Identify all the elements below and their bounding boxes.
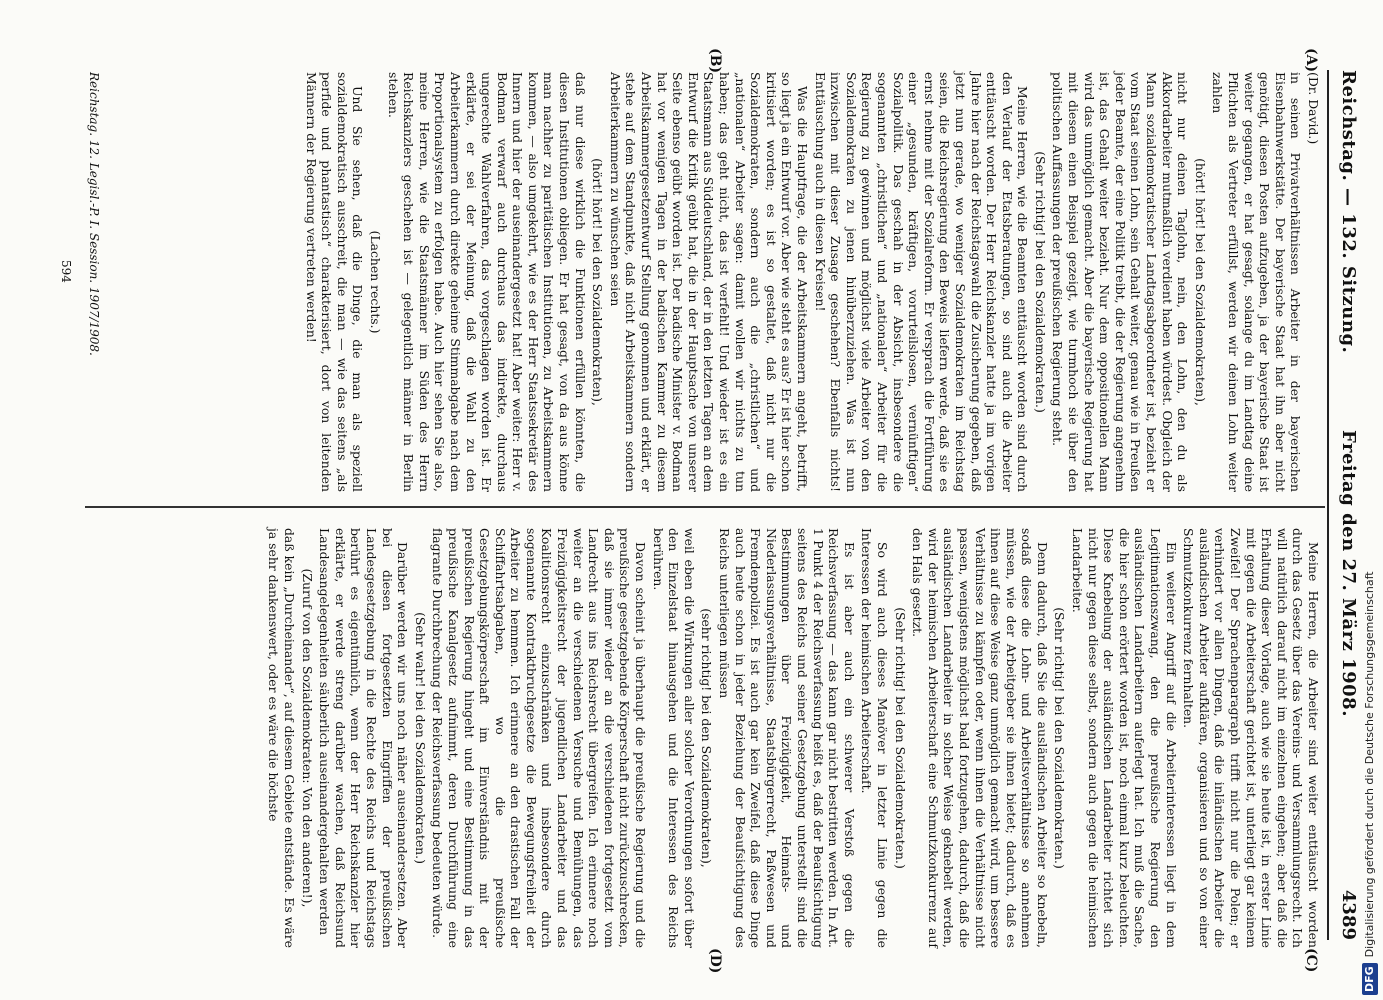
- interjection: (Sehr wahr! bei den Sozialdemokraten.): [412, 612, 428, 864]
- paragraph: in seinen Privatverhältnissen Arbeiter in der bayerischen Eisenbahnwerkstätte. Der bayerische Staat hat ihn aber nicht genötigt, diesen Posten aufzugeben, ja der bayerische Staat ist weiter gegangen, er hat gesagt, solange du im Landtag deine Pflichten als Vertreter erfüllst, werden wir deinen Lohn weiter zahlen: [1210, 72, 1304, 492]
- margin-letter-d: (D): [707, 948, 723, 974]
- left-column: [301, 72, 1321, 492]
- interjection: (Sehr richtig! bei den Sozialdemokraten.): [1032, 151, 1048, 413]
- interjection: (sehr richtig! bei den Sozialdemokraten),: [699, 608, 715, 868]
- interjection: (hört! hört! bei den Sozialdemokraten),: [1192, 158, 1208, 406]
- paragraph: Meine Herren, die Arbeiter sind weiter enttäuscht worden durch das Gesetz über das Vereins- und Versammlungsrecht. Ich will natürlich darauf nicht im einzelnen eingehen; aber daß die Erhaltung dieser Vorlage, auch wie sie heute ist, in erster Linie mit gegen die Arbeiterschaft gerichtet ist, unterliegt gar keinem Zweifel! Der Sprachenparagraph trifft nicht nur die Polen; er verhindert vor allen Dingen, daß die inländischen Arbeiter die ausländischen Arbeiter aufklären, organisieren und so von einer Schmutzkonkurrenz fernhalten.: [1181, 528, 1321, 948]
- paragraph: nicht nur deinen Taglohn, nein, den Lohn, den du als Akkordarbeiter mutmaßlich verdient haben würdest. Obgleich der Mann sozialdemokratischer Landtagsabgeordneter ist, bezieht er vom Staat seinen Lohn, sein Gehalt weiter, genau wie in Preußen jeder Beamte, der eine Politik treibt, die der Regierung angenehm ist, das Gehalt weiter bezieht. Nur dem oppositionellen Mann wird das unmöglich gemacht. Aber die bayerische Regierung hat mit diesem einen Beispiel gezeigt, wie turmhoch sie über den politischen Auffassungen der preußischen Regierung steht.: [1050, 72, 1191, 492]
- paragraph: So wird auch dieses Manöver in letzter Linie gegen die Interessen der heimischen Arbeiterschaft.: [859, 528, 890, 948]
- header-session: Reichstag. — 132. Sitzung.: [1338, 70, 1359, 354]
- paragraph: Ein weiterer Angriff auf die Arbeiterinteressen liegt in dem Legitimationszwang, den die preußische Regierung den ausländischen Landarbeitern auferlegt hat. Ich muß die Sache, die hier schon erörtert worden ist, noch einmal kurz beleuchten. Diese Knebelung der ausländischen Landarbeiter richtet sich nicht nur gegen diese selbst, sondern auch gegen die heimischen Landarbeiter.: [1070, 528, 1179, 948]
- interjection: (Zuruf von den Sozialdemokraten: Von den anderen!),: [299, 568, 315, 908]
- footer-page-number: 594: [59, 260, 73, 283]
- margin-letter-a: (A): [1303, 48, 1319, 73]
- paragraph: weil eben die Wirkungen aller solcher Verordnungen sofort über den Einzelstaat hinausgehen und die Interessen des Reichs berühren.: [650, 528, 697, 948]
- margin-letter-b: (B): [707, 48, 723, 74]
- interjection: (Sehr richtig! bei den Sozialdemokraten.): [892, 607, 908, 869]
- funding-credit: [1362, 5, 1378, 995]
- right-column: [264, 528, 1321, 948]
- paragraph: Meine Herren, wie die Beamten enttäuscht worden sind durch den Verlauf der Etatsberatungen, so sind auch die Arbeiter enttäuscht worden. Der Herr Reichskanzler hatte ja im vorigen Jahre hier nach der Reichstagswahl die Zusicherung gegeben, daß jetzt nun gerade, wo weniger Sozialdemokraten im Reichstag seien, die Reichsregierung den Beweis liefern werde, daß sie es ernst nehme mit der Sozialreform. Er versprach die Fortführung einer „gesunden, kräftigen, vorurteilslosen, vernünftigen“ Sozialpolitik. Das geschah in der Absicht, insbesondere die sogenannten „christlichen“ und „nationalen“ Arbeiter für die Regierung zu gewinnen und möglichst viele Arbeiter von den Sozialdemokraten zu jenen hinüberzuziehen. Was ist nun inzwischen mit dieser Zusage geschehen? Ebenfalls nichts! Enttäuschung auch in diesen Kreisen!: [812, 72, 1031, 492]
- page-footer: Reichstag. 12. Legisl.-P. I. Session. 1907/1908.: [87, 72, 101, 356]
- header-date: Freitag den 27. März 1908.: [1338, 430, 1359, 717]
- dfg-logo: DFG: [1362, 963, 1378, 995]
- paragraph: Davon scheint ja überhaupt die preußische Regierung und die preußische gesetzgebende Körperschaft nicht zurückzuschrecken, daß sie immer wieder an die verschiedenen fortgesetzt vom Landrecht aus ins Reichsrecht übergreifen. Ich erinnere noch weiter an die verschiedenen Versuche und Bemühungen, das Freizügigkeitsrecht der jugendlichen Landarbeiter und das Koalitionsrecht einzuschränken und insbesondere durch sogenannte Kontraktbruchgesetze die Bewegungsfreiheit der Arbeiter zu hemmen. Ich erinnere an den drastischen Fall der Schiffahrtsabgaben, wo die preußische Gesetzgebungskörperschaft im Einverständnis mit der preußischen Regierung hingeht und eine Bestimmung in das preußische Kanalgesetz aufnimmt, deren Durchführung eine flagrante Durchbrechung der Reichsverfassung bedeuten würde.: [430, 528, 649, 948]
- margin-letter-c: (C): [1303, 948, 1319, 973]
- page-header: [1327, 70, 1363, 940]
- paragraph: Was die Hauptfrage, die der Arbeitskammern angeht, betrifft, so liegt ja ein Entwurf vor. Aber wie steht es aus? Er ist hier schon kritisiert worden; es ist so gestaltet, daß nicht nur die Sozialdemokraten, sondern auch die „christlichen“ und „nationalen“ Arbeiter sagen: damit wollen wir nichts zu tun haben; das geht nicht, das ist verfehlt! Und wieder ist es ein Staatsmann aus Süddeutschland, der in den letzten Tagen an dem Entwurf die Kritik geübt hat, die in der Hauptsache von unserer Seite ebenso geübt worden ist. Der badische Minister v. Bodman hat vor wenigen Tagen in der badischen Kammer zu diesem Arbeitskammergesetzentwurf Stellung genommen und erklärt, er stehe auf dem Standpunkte, daß nicht Arbeitskammern sondern Arbeiterkammern zu wünschen seien: [607, 72, 810, 492]
- paragraph: Es ist aber auch ein schwerer Verstoß gegen die Reichsverfassung — das kann gar nicht bestritten werden. In Art. 1 Punkt 4 der Reichsverfassung heißt es, daß der Beaufsichtigung seitens des Reichs und seiner Gesetzgebung unterstellt sind die Bestimmungen über Freizügigkeit, Heimats- und Niederlassungsverhältnisse, Staatsbürgerrecht, Paßwesen und Fremdenpolizei. Es ist auch gar kein Zweifel, daß diese Dinge auch heute schon in jeder Beziehung der Beaufsichtigung des Reichs unterliegen müssen: [717, 528, 857, 948]
- paragraph: daß nur diese wirklich die Funktionen erfüllen könnten, die diesen Institutionen obliegen. Er hat gesagt, von da aus könne man nachher zu paritätischen Institutionen, zu Arbeitskammern kommen, — also umgekehrt, wie es der Herr Staatssekretär des Innern und hier der auseinandergesetzt hat! Aber weiter: Herr v. Bodman verwarf auch durchaus das indirekte, durchaus ungerechte Wahlverfahren, das vorgeschlagen worden ist. Er erklärte, er sei der Meinung, daß die Wahl zu den Arbeiterkammern durch direkte geheime Stimmabgabe nach dem Proportionalsystem zu erfolgen habe. Auch hier sehen Sie also, meine Herren, wie die Staatsmänner im Süden des Herrn Reichskanzlers geschehen ist — gelegentlich männer in Berlin stehen.: [385, 72, 588, 492]
- interjection: (hört! hört! bei den Sozialdemokraten),: [590, 158, 606, 406]
- column-divider: [85, 506, 1325, 508]
- speaker-label: (Dr. David.): [1306, 72, 1321, 145]
- credit-text: Digitalisierung gefördert durch die Deutsche Forschungsgemeinschaft: [1363, 571, 1376, 958]
- paragraph: daß kein „Durcheinander“, auf diesem Gebiete entstände. Es wäre ja sehr dankenswert, oder es wäre die höchste: [266, 528, 297, 948]
- paragraph: Darüber werden wir uns noch näher auseinandersetzen. Aber bei diesen fortgesetzten Eingriffen der preußischen Landesgesetzgebung in die Rechte des Reichs und Reichstags berührt es eigentümlich, wenn der Herr Reichskanzler hier erklärte, er werde streng darüber wachen, daß Reichsund Landesangelegenheiten säuberlich auseinandergehalten werden: [317, 528, 411, 948]
- interjection: (Sehr richtig! bei den Sozialdemokraten.): [1052, 607, 1068, 869]
- interjection: (Lachen rechts.): [367, 230, 383, 334]
- header-page-number: 4389: [1338, 889, 1359, 940]
- paragraph: Denn dadurch, daß Sie die ausländischen Arbeiter so knebeln, sodaß diese die Lohn- und Arbeitsverhältnisse so annehmen müssen, wie der Arbeitgeber sie ihnen bietet; dadurch, daß es ihnen auf diese Weise ganz unmöglich gemacht wird, um bessere Verhältnisse zu kämpfen oder, wenn ihnen die Verhältnisse nicht passen, wenigstens möglichst bald fortzugehen, dadurch, daß die ausländischen Landarbeiter in solcher Weise geknebelt werden, wird der heimischen Arbeiterschaft eine Schmutzkonkurrenz auf den Hals gesetzt.: [910, 528, 1050, 948]
- paragraph: Und Sie sehen, daß die Dinge, die man als speziell sozialdemokratisch ausschreit, die man — wie das seitens „als perfide und phantastisch“ charakterisiert, dort von leitenden Männern der Regierung vertreten werden!: [303, 72, 366, 492]
